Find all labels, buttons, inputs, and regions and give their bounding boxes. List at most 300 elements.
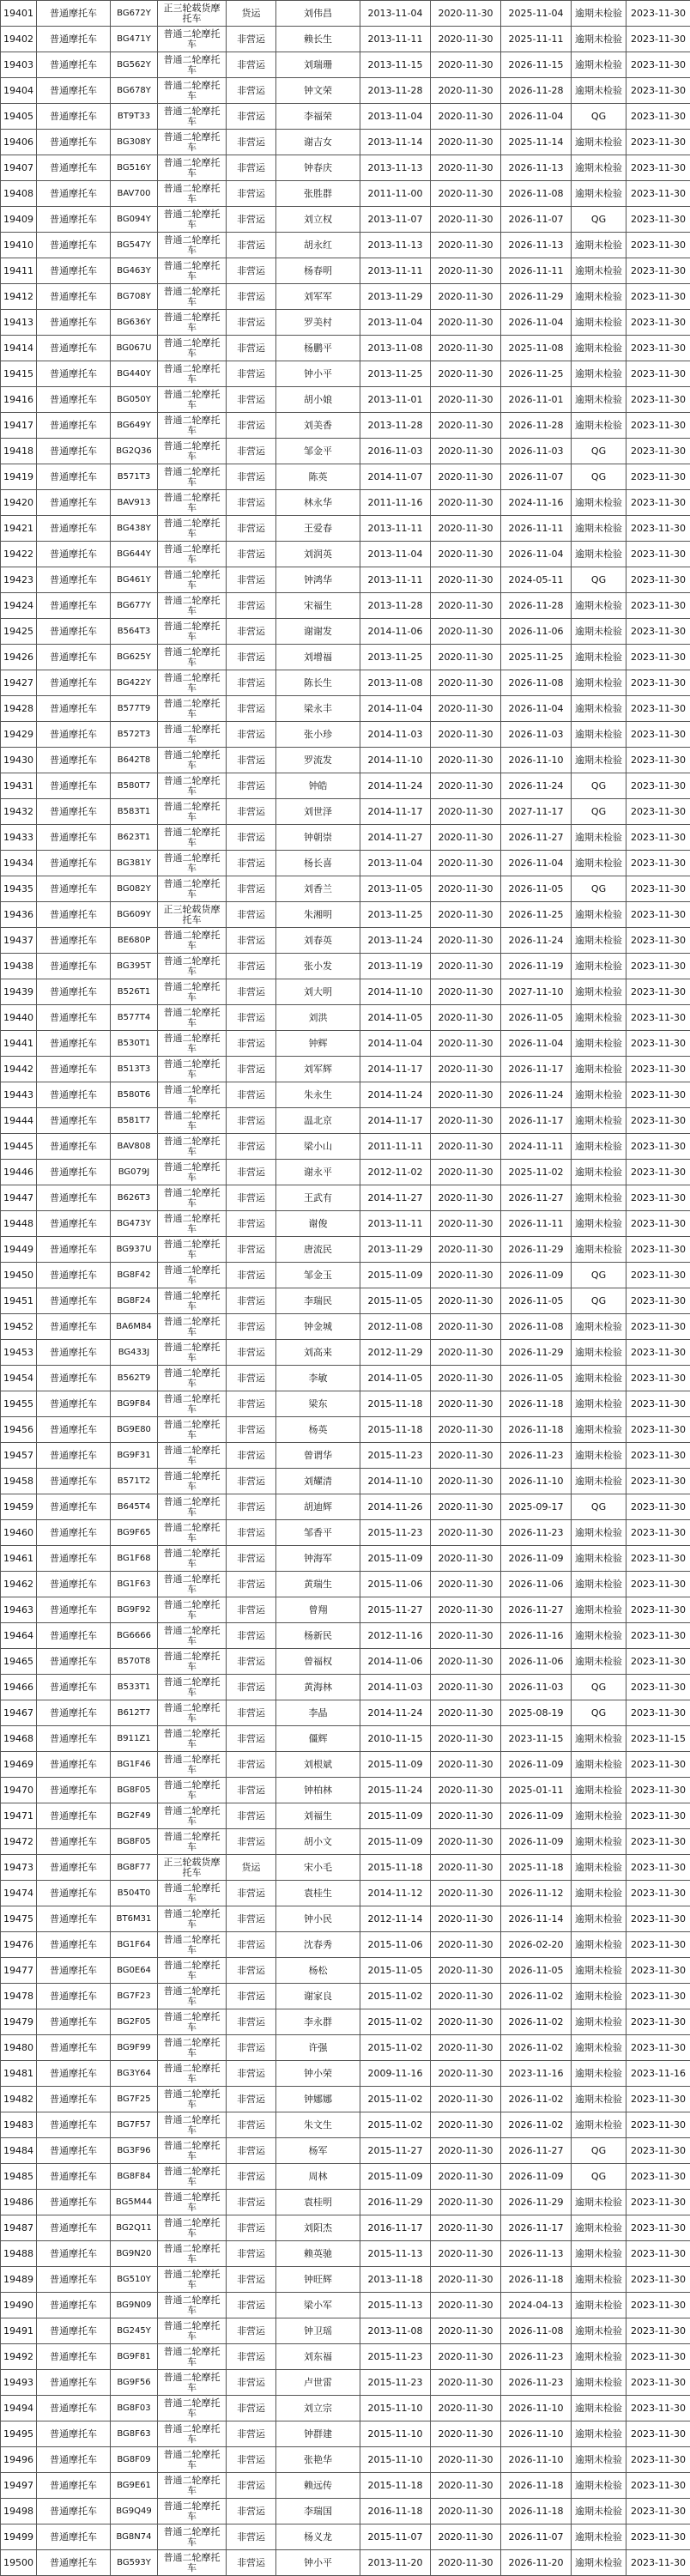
owner-name-cell: 李瑞民 [276,1288,360,1314]
deadline-date-cell: 2023-11-30 [626,799,690,825]
vehicle-type-cell: 普通摩托车 [37,1417,111,1443]
row-number-cell: 19424 [1,593,37,619]
owner-name-cell: 钟小平 [276,361,360,387]
inspection-date-cell: 2020-11-30 [431,2112,501,2138]
vehicle-status-cell: 逾期未检验 [572,1443,626,1469]
row-number-cell: 19401 [1,1,37,27]
row-number-cell: 19411 [1,258,37,284]
usage-nature-cell: 非营运 [227,490,276,516]
deadline-date-cell: 2023-11-30 [626,1031,690,1057]
scrap-date-cell: 2026-11-12 [501,1881,572,1906]
inspection-date-cell: 2020-11-30 [431,1160,501,1185]
vehicle-model-cell: 普通二轮摩托车 [158,542,227,567]
row-number-cell: 19408 [1,181,37,207]
scrap-date-cell: 2026-11-09 [501,1546,572,1572]
vehicle-model-cell: 普通二轮摩托车 [158,1778,227,1803]
registration-date-cell: 2013-11-24 [360,928,431,954]
deadline-date-cell: 2023-11-30 [626,619,690,645]
vehicle-type-cell: 普通摩托车 [37,1572,111,1597]
plate-number-cell: B577T4 [111,1005,158,1031]
inspection-date-cell: 2020-11-30 [431,1494,501,1520]
owner-name-cell: 李敏 [276,1366,360,1391]
table-row [1,2499,690,2524]
scrap-date-cell: 2026-11-03 [501,1675,572,1700]
inspection-date-cell: 2020-11-30 [431,1778,501,1803]
usage-nature-cell: 非营运 [227,1803,276,1829]
inspection-date-cell: 2020-11-30 [431,516,501,542]
registration-date-cell: 2013-11-25 [360,645,431,670]
vehicle-model-cell: 普通二轮摩托车 [158,2267,227,2293]
table-row [1,1675,690,1700]
vehicle-status-cell: 逾期未检验 [572,181,626,207]
scrap-date-cell: 2026-11-23 [501,2370,572,2396]
registration-date-cell: 2014-11-26 [360,1494,431,1520]
row-number-cell: 19467 [1,1700,37,1726]
row-number-cell: 19490 [1,2293,37,2318]
vehicle-status-cell: 逾期未检验 [572,1958,626,1984]
vehicle-model-cell: 普通二轮摩托车 [158,52,227,78]
vehicle-type-cell: 普通摩托车 [37,439,111,464]
vehicle-status-cell: 逾期未检验 [572,1829,626,1855]
vehicle-model-cell: 普通二轮摩托车 [158,670,227,696]
plate-number-cell: BG463Y [111,258,158,284]
vehicle-type-cell: 普通摩托车 [37,52,111,78]
deadline-date-cell: 2023-11-30 [626,1160,690,1185]
table-row [1,696,690,722]
scrap-date-cell: 2026-11-07 [501,2524,572,2550]
table-row [1,2344,690,2370]
table-row [1,902,690,928]
scrap-date-cell: 2026-11-11 [501,258,572,284]
vehicle-model-cell: 普通二轮摩托车 [158,2344,227,2370]
vehicle-status-cell: 逾期未检验 [572,928,626,954]
plate-number-cell: BG8F09 [111,2447,158,2473]
row-number-cell: 19463 [1,1597,37,1623]
vehicle-status-cell: 逾期未检验 [572,2267,626,2293]
scrap-date-cell: 2025-08-19 [501,1700,572,1726]
registration-date-cell: 2014-11-10 [360,1469,431,1494]
row-number-cell: 19454 [1,1366,37,1391]
vehicle-model-cell: 普通二轮摩托车 [158,1211,227,1237]
table-row [1,1958,690,1984]
vehicle-type-cell: 普通摩托车 [37,2499,111,2524]
row-number-cell: 19432 [1,799,37,825]
owner-name-cell: 袁桂生 [276,1881,360,1906]
row-number-cell: 19461 [1,1546,37,1572]
registration-date-cell: 2013-11-04 [360,1,431,27]
inspection-date-cell: 2020-11-30 [431,1443,501,1469]
table-row [1,1,690,27]
usage-nature-cell: 非营运 [227,207,276,233]
usage-nature-cell: 非营运 [227,516,276,542]
inspection-date-cell: 2020-11-30 [431,825,501,851]
plate-number-cell: BAV913 [111,490,158,516]
scrap-date-cell: 2024-11-16 [501,490,572,516]
scrap-date-cell: 2026-11-05 [501,876,572,902]
scrap-date-cell: 2026-11-28 [501,78,572,104]
owner-name-cell: 钟鸿华 [276,567,360,593]
scrap-date-cell: 2025-11-25 [501,645,572,670]
owner-name-cell: 刘瑞珊 [276,52,360,78]
scrap-date-cell: 2024-05-11 [501,567,572,593]
inspection-date-cell: 2020-11-30 [431,2344,501,2370]
usage-nature-cell: 非营运 [227,361,276,387]
plate-number-cell: BG8F05 [111,1829,158,1855]
vehicle-status-cell: 逾期未检验 [572,387,626,413]
owner-name-cell: 曾福权 [276,1649,360,1675]
vehicle-status-cell: 逾期未检验 [572,361,626,387]
table-row [1,1160,690,1185]
vehicle-status-cell: 逾期未检验 [572,748,626,773]
vehicle-type-cell: 普通摩托车 [37,2009,111,2035]
inspection-date-cell: 2020-11-30 [431,902,501,928]
deadline-date-cell: 2023-11-30 [626,361,690,387]
plate-number-cell: BG677Y [111,593,158,619]
owner-name-cell: 黄海林 [276,1675,360,1700]
vehicle-type-cell: 普通摩托车 [37,2421,111,2447]
plate-number-cell: BG937U [111,1237,158,1263]
row-number-cell: 19440 [1,1005,37,1031]
plate-number-cell: BG1F46 [111,1752,158,1778]
vehicle-type-cell: 普通摩托车 [37,490,111,516]
vehicle-type-cell: 普通摩托车 [37,1906,111,1932]
row-number-cell: 19409 [1,207,37,233]
table-row [1,104,690,130]
vehicle-type-cell: 普通摩托车 [37,516,111,542]
registration-date-cell: 2014-11-05 [360,1366,431,1391]
plate-number-cell: BG438Y [111,516,158,542]
owner-name-cell: 刘香兰 [276,876,360,902]
registration-date-cell: 2015-11-09 [360,1263,431,1288]
vehicle-status-cell: QG [572,207,626,233]
vehicle-status-cell: 逾期未检验 [572,1108,626,1134]
row-number-cell: 19484 [1,2138,37,2164]
row-number-cell: 19500 [1,2550,37,2576]
scrap-date-cell: 2026-11-27 [501,2138,572,2164]
registration-date-cell: 2013-11-04 [360,104,431,130]
table-row [1,1108,690,1134]
deadline-date-cell: 2023-11-30 [626,2318,690,2344]
scrap-date-cell: 2026-11-02 [501,2112,572,2138]
vehicle-type-cell: 普通摩托车 [37,2370,111,2396]
inspection-date-cell: 2020-11-30 [431,1314,501,1340]
vehicle-model-cell: 正三轮载货摩托车 [158,902,227,928]
registration-date-cell: 2015-11-02 [360,2087,431,2112]
vehicle-status-cell: 逾期未检验 [572,78,626,104]
vehicle-status-cell: 逾期未检验 [572,1005,626,1031]
plate-number-cell: BG516Y [111,155,158,181]
registration-date-cell: 2014-11-24 [360,1082,431,1108]
usage-nature-cell: 非营运 [227,2293,276,2318]
deadline-date-cell: 2023-11-30 [626,2035,690,2061]
vehicle-model-cell: 普通二轮摩托车 [158,928,227,954]
vehicle-type-cell: 普通摩托车 [37,773,111,799]
table-row [1,258,690,284]
deadline-date-cell: 2023-11-30 [626,2087,690,2112]
owner-name-cell: 刘大明 [276,979,360,1005]
scrap-date-cell: 2026-11-04 [501,1031,572,1057]
vehicle-type-cell: 普通摩托车 [37,1469,111,1494]
table-row [1,1031,690,1057]
row-number-cell: 19473 [1,1855,37,1881]
vehicle-model-cell: 普通二轮摩托车 [158,1803,227,1829]
row-number-cell: 19486 [1,2190,37,2215]
deadline-date-cell: 2023-11-30 [626,1649,690,1675]
deadline-date-cell: 2023-11-30 [626,1855,690,1881]
vehicle-type-cell: 普通摩托车 [37,645,111,670]
registration-date-cell: 2015-11-02 [360,2112,431,2138]
scrap-date-cell: 2026-11-02 [501,2035,572,2061]
vehicle-status-cell: QG [572,1700,626,1726]
registration-date-cell: 2014-11-05 [360,1005,431,1031]
deadline-date-cell: 2023-11-30 [626,567,690,593]
registration-date-cell: 2015-11-09 [360,1752,431,1778]
inspection-date-cell: 2020-11-30 [431,1649,501,1675]
vehicle-type-cell: 普通摩托车 [37,1031,111,1057]
row-number-cell: 19423 [1,567,37,593]
deadline-date-cell: 2023-11-30 [626,1314,690,1340]
scrap-date-cell: 2026-11-27 [501,1597,572,1623]
vehicle-type-cell: 普通摩托车 [37,130,111,155]
owner-name-cell: 张小珍 [276,722,360,748]
table-row [1,130,690,155]
owner-name-cell: 梁小军 [276,2293,360,2318]
deadline-date-cell: 2023-11-30 [626,876,690,902]
scrap-date-cell: 2026-11-08 [501,1314,572,1340]
vehicle-status-cell: 逾期未检验 [572,722,626,748]
inspection-date-cell: 2020-11-30 [431,696,501,722]
deadline-date-cell: 2023-11-30 [626,130,690,155]
usage-nature-cell: 非营运 [227,2241,276,2267]
vehicle-model-cell: 普通二轮摩托车 [158,336,227,361]
vehicle-model-cell: 普通二轮摩托车 [158,1134,227,1160]
table-row [1,1752,690,1778]
inspection-date-cell: 2020-11-30 [431,2370,501,2396]
usage-nature-cell: 非营运 [227,799,276,825]
row-number-cell: 19451 [1,1288,37,1314]
inspection-date-cell: 2020-11-30 [431,104,501,130]
owner-name-cell: 温北京 [276,1108,360,1134]
scrap-date-cell: 2026-11-03 [501,722,572,748]
table-row [1,1572,690,1597]
owner-name-cell: 李福荣 [276,104,360,130]
table-row [1,2447,690,2473]
row-number-cell: 19472 [1,1829,37,1855]
plate-number-cell: B564T3 [111,619,158,645]
vehicle-model-cell: 普通二轮摩托车 [158,104,227,130]
vehicle-model-cell: 普通二轮摩托车 [158,1520,227,1546]
plate-number-cell: BG2F05 [111,2009,158,2035]
owner-name-cell: 许强 [276,2035,360,2061]
table-row [1,439,690,464]
vehicle-type-cell: 普通摩托车 [37,2396,111,2421]
vehicle-type-cell: 普通摩托车 [37,258,111,284]
inspection-date-cell: 2020-11-30 [431,2499,501,2524]
scrap-date-cell: 2026-11-05 [501,1366,572,1391]
vehicle-type-cell: 普通摩托车 [37,2267,111,2293]
inspection-date-cell: 2020-11-30 [431,1829,501,1855]
plate-number-cell: BG510Y [111,2267,158,2293]
inspection-date-cell: 2020-11-30 [431,490,501,516]
plate-number-cell: BG9E80 [111,1417,158,1443]
plate-number-cell: BG082Y [111,876,158,902]
table-row [1,1649,690,1675]
vehicle-status-cell: 逾期未检验 [572,645,626,670]
vehicle-model-cell: 普通二轮摩托车 [158,2215,227,2241]
table-row [1,825,690,851]
scrap-date-cell: 2026-11-02 [501,2087,572,2112]
registration-date-cell: 2014-11-27 [360,1185,431,1211]
row-number-cell: 19421 [1,516,37,542]
inspection-date-cell: 2020-11-30 [431,1726,501,1752]
plate-number-cell: B533T1 [111,1675,158,1700]
inspection-date-cell: 2020-11-30 [431,1288,501,1314]
vehicle-model-cell: 普通二轮摩托车 [158,2524,227,2550]
vehicle-status-cell: 逾期未检验 [572,1031,626,1057]
row-number-cell: 19470 [1,1778,37,1803]
table-row [1,799,690,825]
scrap-date-cell: 2026-11-10 [501,748,572,773]
vehicle-type-cell: 普通摩托车 [37,2550,111,2576]
table-row [1,284,690,310]
inspection-date-cell: 2020-11-30 [431,2524,501,2550]
deadline-date-cell: 2023-11-30 [626,181,690,207]
registration-date-cell: 2013-11-28 [360,593,431,619]
owner-name-cell: 杨义龙 [276,2524,360,2550]
owner-name-cell: 王爱春 [276,516,360,542]
vehicle-type-cell: 普通摩托车 [37,1984,111,2009]
scrap-date-cell: 2025-11-18 [501,1855,572,1881]
inspection-date-cell: 2020-11-30 [431,542,501,567]
vehicle-model-cell: 普通二轮摩托车 [158,387,227,413]
vehicle-type-cell: 普通摩托车 [37,1778,111,1803]
vehicle-type-cell: 普通摩托车 [37,2293,111,2318]
vehicle-status-cell: 逾期未检验 [572,2550,626,2576]
plate-number-cell: BG562Y [111,52,158,78]
table-row [1,310,690,336]
vehicle-status-cell: 逾期未检验 [572,155,626,181]
deadline-date-cell: 2023-11-30 [626,696,690,722]
usage-nature-cell: 非营运 [227,1443,276,1469]
scrap-date-cell: 2026-11-07 [501,207,572,233]
row-number-cell: 19437 [1,928,37,954]
scrap-date-cell: 2026-11-09 [501,2164,572,2190]
registration-date-cell: 2015-11-06 [360,1572,431,1597]
row-number-cell: 19422 [1,542,37,567]
usage-nature-cell: 非营运 [227,1211,276,1237]
vehicle-model-cell: 普通二轮摩托车 [158,464,227,490]
owner-name-cell: 李晶 [276,1700,360,1726]
deadline-date-cell: 2023-11-30 [626,1829,690,1855]
plate-number-cell: B580T6 [111,1082,158,1108]
vehicle-status-cell: 逾期未检验 [572,1057,626,1082]
inspection-date-cell: 2020-11-30 [431,1134,501,1160]
inspection-date-cell: 2020-11-30 [431,670,501,696]
inspection-date-cell: 2020-11-30 [431,1185,501,1211]
vehicle-status-cell: 逾期未检验 [572,2344,626,2370]
inspection-date-cell: 2020-11-30 [431,284,501,310]
vehicle-status-cell: 逾期未检验 [572,1417,626,1443]
scrap-date-cell: 2026-11-29 [501,1237,572,1263]
registration-date-cell: 2013-11-11 [360,516,431,542]
vehicle-status-cell: 逾期未检验 [572,516,626,542]
table-row [1,1391,690,1417]
vehicle-status-cell: 逾期未检验 [572,1340,626,1366]
registration-date-cell: 2015-11-23 [360,2370,431,2396]
owner-name-cell: 胡小娘 [276,387,360,413]
vehicle-status-cell: 逾期未检验 [572,1,626,27]
table-row [1,851,690,876]
deadline-date-cell: 2023-11-30 [626,1469,690,1494]
owner-name-cell: 林永华 [276,490,360,516]
scrap-date-cell: 2026-11-01 [501,387,572,413]
row-number-cell: 19436 [1,902,37,928]
vehicle-type-cell: 普通摩托车 [37,1958,111,1984]
owner-name-cell: 钟文荣 [276,78,360,104]
plate-number-cell: B562T9 [111,1366,158,1391]
usage-nature-cell: 非营运 [227,2344,276,2370]
owner-name-cell: 钟小民 [276,1906,360,1932]
scrap-date-cell: 2026-11-13 [501,155,572,181]
registration-date-cell: 2010-11-15 [360,1726,431,1752]
plate-number-cell: BG9F81 [111,2344,158,2370]
registration-date-cell: 2014-11-07 [360,464,431,490]
inspection-date-cell: 2020-11-30 [431,310,501,336]
plate-number-cell: BG1F63 [111,1572,158,1597]
usage-nature-cell: 非营运 [227,696,276,722]
owner-name-cell: 黄瑞生 [276,1572,360,1597]
vehicle-type-cell: 普通摩托车 [37,207,111,233]
scrap-date-cell: 2026-11-18 [501,1391,572,1417]
usage-nature-cell: 非营运 [227,1057,276,1082]
table-row [1,773,690,799]
registration-date-cell: 2014-11-17 [360,799,431,825]
scrap-date-cell: 2025-11-04 [501,1,572,27]
scrap-date-cell: 2026-11-11 [501,516,572,542]
usage-nature-cell: 非营运 [227,1031,276,1057]
usage-nature-cell: 非营运 [227,1108,276,1134]
vehicle-status-cell: 逾期未检验 [572,1726,626,1752]
deadline-date-cell: 2023-11-30 [626,1572,690,1597]
registration-date-cell: 2012-11-08 [360,1314,431,1340]
vehicle-model-cell: 普通二轮摩托车 [158,825,227,851]
inspection-date-cell: 2020-11-30 [431,1803,501,1829]
plate-number-cell: B626T3 [111,1185,158,1211]
registration-date-cell: 2011-11-11 [360,1134,431,1160]
deadline-date-cell: 2023-11-30 [626,2009,690,2035]
inspection-date-cell: 2020-11-30 [431,1340,501,1366]
owner-name-cell: 袁桂明 [276,2190,360,2215]
plate-number-cell: BG2Q11 [111,2215,158,2241]
scrap-date-cell: 2026-11-10 [501,2447,572,2473]
vehicle-model-cell: 普通二轮摩托车 [158,722,227,748]
registration-date-cell: 2013-11-08 [360,336,431,361]
usage-nature-cell: 非营运 [227,619,276,645]
registration-date-cell: 2014-11-04 [360,1031,431,1057]
usage-nature-cell: 非营运 [227,1469,276,1494]
plate-number-cell: BG433J [111,1340,158,1366]
scrap-date-cell: 2026-11-05 [501,1958,572,1984]
deadline-date-cell: 2023-11-16 [626,2061,690,2087]
vehicle-type-cell: 普通摩托车 [37,2087,111,2112]
deadline-date-cell: 2023-11-30 [626,1211,690,1237]
owner-name-cell: 罗流发 [276,748,360,773]
vehicle-status-cell: 逾期未检验 [572,1134,626,1160]
usage-nature-cell: 非营运 [227,979,276,1005]
plate-number-cell: BG7F57 [111,2112,158,2138]
vehicle-type-cell: 普通摩托车 [37,799,111,825]
vehicle-model-cell: 普通二轮摩托车 [158,2138,227,2164]
